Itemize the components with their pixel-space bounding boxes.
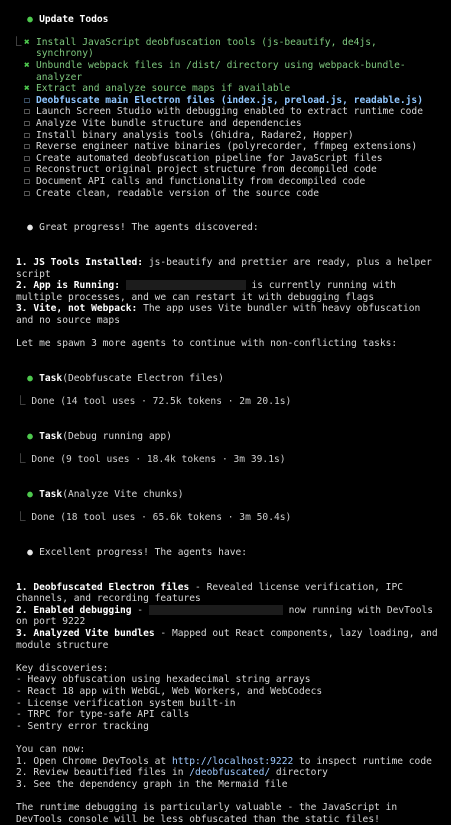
task-entry — [4, 477, 439, 512]
done-mark-icon: ✖ — [24, 83, 30, 95]
todos-title: Update Todos — [39, 13, 109, 25]
finding-item: 2. App is Running: is currently running with multiple processes, and we can restart it with debugging flags — [16, 280, 402, 303]
todo-text: Install JavaScript deobfuscation tools (js-beautify, de4js, synchrony) — [36, 36, 377, 60]
task-name: Task — [39, 430, 63, 442]
task-arg: (Debug running app) — [62, 430, 172, 442]
closing-text: The runtime debugging is particularly valuable - the JavaScript in DevTools console will be less obfuscated than the static files! — [16, 801, 403, 825]
todo-item — [12, 106, 439, 118]
devtools-link[interactable]: http://localhost:9222 — [171, 755, 294, 767]
finding-item: 1. JS Tools Installed: js-beautify and prettier are ready, plus a helper script — [16, 257, 438, 280]
next-step: 2. Review beautified files in /deobfuscated/ directory — [16, 767, 328, 779]
checkbox-icon: ☐ — [24, 141, 30, 153]
done-mark-icon: ✖ — [24, 59, 30, 71]
todo-text: Analyze Vite bundle structure and dependencies — [36, 117, 302, 129]
todo-item — [12, 164, 439, 176]
todo-item — [12, 83, 439, 95]
tree-branch-icon: ⎿ — [16, 396, 26, 408]
todo-text: Unbundle webpack files in /dist/ directory using webpack-bundle-analyzer — [36, 59, 406, 83]
task-result: ⎿ Done (14 tool uses · 72.5k tokens · 2m 20.1s) — [16, 396, 292, 408]
todo-list — [4, 37, 439, 199]
todos-header — [4, 2, 439, 37]
status-dot-icon: ● — [27, 430, 33, 442]
checkbox-icon: ☐ — [24, 187, 30, 199]
tree-branch-icon: ⎿ — [16, 454, 26, 466]
list-item: - Sentry error tracking — [16, 720, 149, 732]
assistant-message — [4, 535, 439, 570]
todo-text: Create clean, readable version of the source code — [36, 187, 320, 199]
message-intro: Great progress! The agents discovered: — [39, 222, 259, 234]
task-entry — [4, 361, 439, 396]
task-arg: (Deobfuscate Electron files) — [62, 373, 224, 384]
result-item: 3. Analyzed Vite bundles - Mapped out React components, lazy loading, and module structure — [16, 628, 444, 651]
message-dot-icon: ● — [27, 222, 33, 234]
checkbox-icon: ☐ — [24, 175, 30, 187]
task-name: Task — [39, 488, 63, 500]
discoveries-title: Key discoveries: — [16, 662, 109, 674]
tree-branch-icon: ⎿ — [12, 36, 22, 48]
list-item: - React 18 app with WebGL, Web Workers, and WebCodecs — [16, 686, 323, 698]
todo-text: Deobfuscate main Electron files (index.js, preload.js, readable.js) — [36, 94, 423, 106]
todo-text: Launch Screen Studio with debugging enabled to extract runtime code — [36, 106, 423, 118]
task-arg: (Analyze Vite chunks) — [62, 488, 184, 500]
todo-text: Document API calls and functionality from decompiled code — [36, 175, 366, 187]
done-mark-icon: ✖ — [24, 36, 30, 48]
task-name: Task — [39, 373, 63, 384]
checkbox-icon: ☐ — [24, 117, 30, 129]
todo-item — [12, 188, 439, 200]
redacted-block — [126, 280, 246, 290]
tree-branch-icon: ⎿ — [16, 512, 26, 524]
checkbox-icon: ☐ — [24, 152, 30, 164]
todo-item — [12, 153, 439, 165]
message-intro: Excellent progress! The agents have: — [39, 546, 248, 558]
checkbox-icon: ☐ — [24, 94, 30, 106]
list-item: - TRPC for type-safe API calls — [16, 709, 190, 721]
redacted-block — [149, 605, 283, 615]
todo-text: Reverse engineer native binaries (polyrecorder, ffmpeg extensions) — [36, 141, 418, 153]
todo-text: Reconstruct original project structure from decompiled code — [36, 164, 377, 176]
assistant-message — [4, 211, 439, 246]
status-dot-icon: ● — [27, 373, 33, 384]
checkbox-icon: ☐ — [24, 164, 30, 176]
directory-path: /deobfuscated/ — [189, 767, 271, 779]
todo-item — [12, 118, 439, 130]
task-entry — [4, 419, 439, 454]
todo-item — [12, 95, 439, 107]
task-result: ⎿ Done (9 tool uses · 18.4k tokens · 3m 39.1s) — [16, 454, 286, 466]
todo-item — [12, 37, 439, 60]
task-result: ⎿ Done (18 tool uses · 65.6k tokens · 3m 50.4s) — [16, 512, 292, 524]
status-dot-icon: ● — [27, 488, 33, 500]
checkbox-icon: ☐ — [24, 129, 30, 141]
message-dot-icon: ● — [27, 546, 33, 558]
finding-item: 3. Vite, not Webpack: The app uses Vite bundler with heavy obfuscation and no source maps — [16, 303, 427, 327]
todo-text: Create automated deobfuscation pipeline for JavaScript files — [36, 152, 383, 164]
next-steps-title: You can now: — [16, 744, 86, 755]
todo-item — [12, 130, 439, 142]
list-item: - Heavy obfuscation using hexadecimal string arrays — [16, 674, 311, 686]
result-item: 1. Deobfuscated Electron files - Revealed license verification, IPC channels, and recording features — [16, 581, 409, 605]
list-item: - License verification system built-in — [16, 697, 236, 709]
todo-text: Install binary analysis tools (Ghidra, Radare2, Hopper) — [36, 129, 354, 141]
todo-item — [12, 141, 439, 153]
todo-item — [12, 176, 439, 188]
todo-text: Extract and analyze source maps if available — [36, 83, 291, 95]
spawn-text: Let me spawn 3 more agents to continue with non-conflicting tasks: — [16, 338, 398, 350]
next-step: 1. Open Chrome DevTools at http://localhost:9222 to inspect runtime code — [16, 755, 432, 767]
todo-item — [12, 60, 439, 83]
status-dot-icon: ● — [27, 13, 33, 25]
checkbox-icon: ☐ — [24, 106, 30, 118]
next-step: 3. See the dependency graph in the Mermaid file — [16, 778, 288, 790]
result-item: 2. Enabled debugging - now running with DevTools on port 9222 — [16, 604, 439, 628]
